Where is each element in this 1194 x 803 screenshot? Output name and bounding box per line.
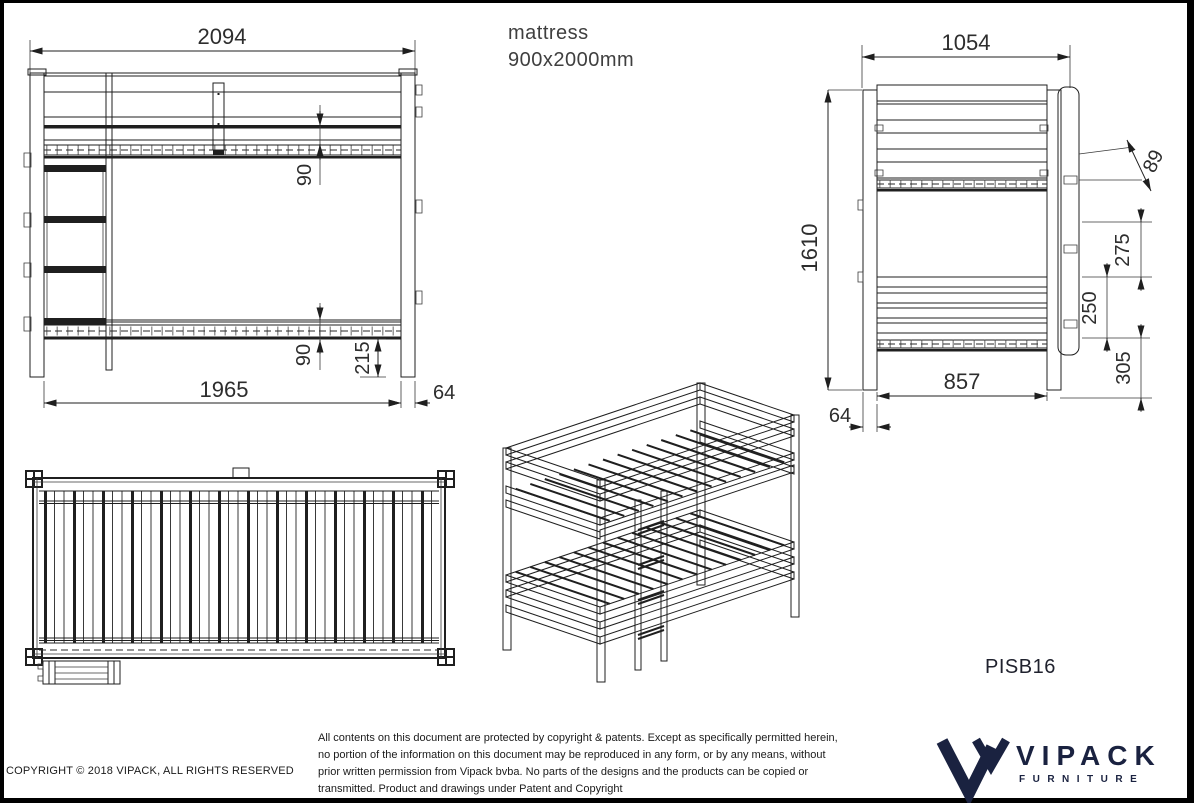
dim-inner-length: 1965 bbox=[199, 377, 249, 402]
dim-mid-spacing: 250 bbox=[1079, 291, 1101, 325]
dim-upper-gap: 90 bbox=[294, 163, 316, 187]
mattress-note-line1: mattress bbox=[508, 22, 589, 44]
dim-overall-width: 1054 bbox=[941, 30, 991, 55]
isometric-view bbox=[480, 370, 810, 700]
dim-upper-spacing: 275 bbox=[1112, 233, 1134, 267]
legal-line: All contents on this document are protected by copyright & patents. Except as specifically permitted herein, bbox=[318, 732, 838, 744]
copyright-text: COPYRIGHT © 2018 VIPACK, ALL RIGHTS RESERVED bbox=[6, 765, 294, 777]
page-border-top bbox=[0, 0, 1194, 3]
mattress-note bbox=[508, 20, 634, 74]
page-border-bottom bbox=[0, 798, 1194, 803]
dim-lower-height: 305 bbox=[1113, 351, 1135, 385]
product-code: PISB16 bbox=[985, 656, 1056, 678]
front-elevation-view bbox=[797, 30, 1190, 440]
dim-base-height: 215 bbox=[352, 341, 374, 375]
legal-line: prior written permission from Vipack bvba. No parts of the designs and the products can be copied or bbox=[318, 766, 809, 778]
vipack-logo bbox=[936, 733, 1176, 795]
dim-inner-width: 857 bbox=[943, 369, 981, 394]
dim-front-post-width: 64 bbox=[828, 405, 852, 427]
logo-brand-text: VIPACK bbox=[1016, 740, 1162, 771]
mattress-note-line2: 900x2000mm bbox=[508, 49, 635, 71]
logo-tagline-text: FURNITURE bbox=[1019, 774, 1145, 785]
dim-overall-length: 2094 bbox=[197, 24, 247, 49]
page-border-left bbox=[0, 0, 4, 803]
legal-text bbox=[318, 730, 878, 798]
dim-post-width: 64 bbox=[433, 382, 456, 404]
side-elevation-view bbox=[20, 25, 460, 420]
dim-lower-gap: 90 bbox=[293, 343, 315, 367]
legal-line: no portion of the information on this document may be reproduced in any form, or by any means, without bbox=[318, 749, 826, 761]
plan-view bbox=[15, 455, 475, 700]
dim-overall-height: 1610 bbox=[797, 223, 822, 273]
dim-rail-gap: 89 bbox=[1138, 146, 1169, 177]
legal-line: transmitted. Product and drawings under Patent and Copyright bbox=[318, 783, 623, 795]
vipack-logo-mark-icon bbox=[936, 735, 1010, 795]
